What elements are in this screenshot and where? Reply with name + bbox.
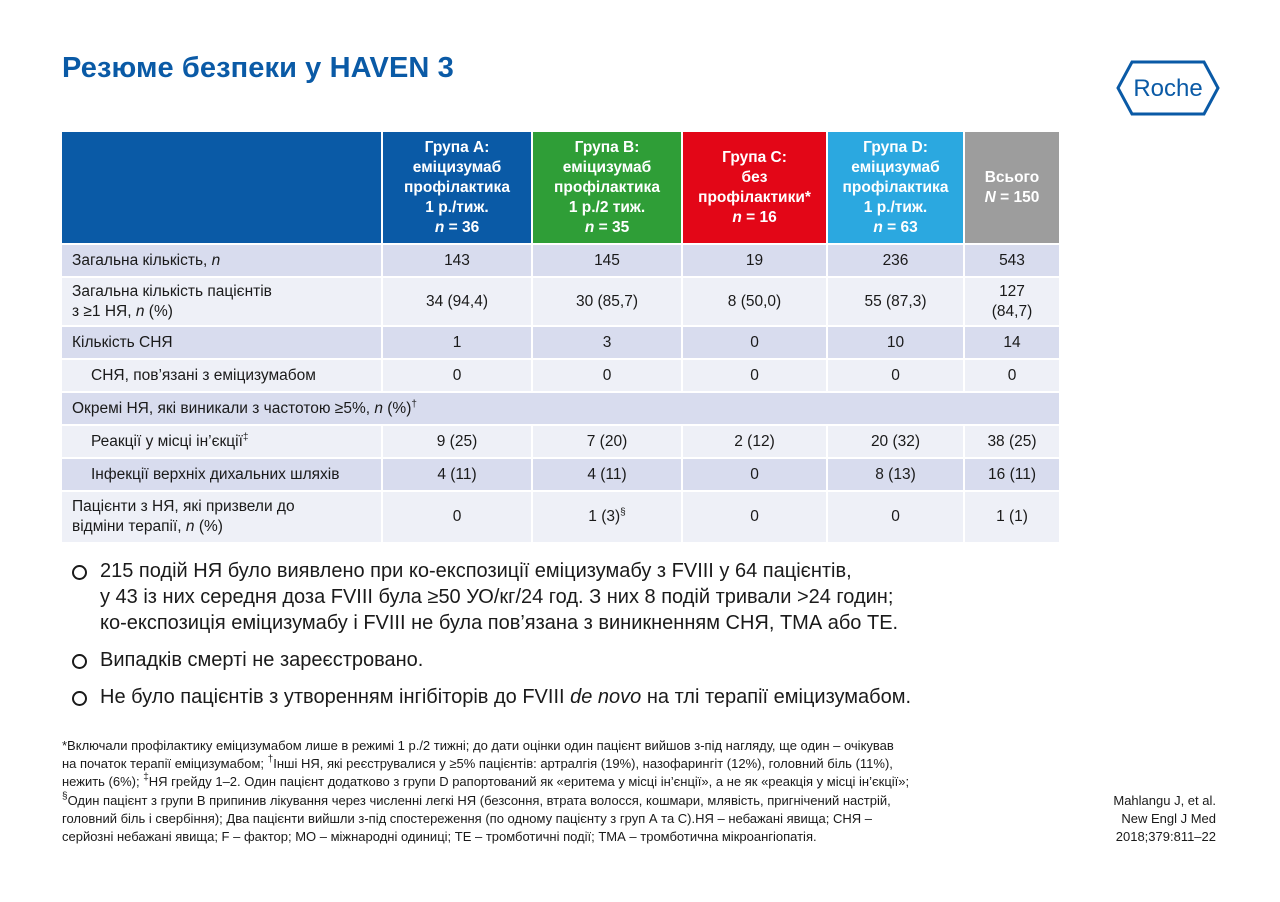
row-label: Інфекції верхніх дихальних шляхів <box>62 457 381 490</box>
cell-total: 1 (1) <box>963 490 1059 542</box>
cell-group-d: 55 (87,3) <box>826 276 963 325</box>
cell-group-a: 143 <box>381 243 531 276</box>
table-row <box>62 325 1059 358</box>
reference-citation: Mahlangu J, et al. New Engl J Med 2018;379:811–22 <box>1113 793 1216 845</box>
header-group-a: Група А: еміцизумаб профілактика 1 р./тиж. n = 36 <box>381 132 531 243</box>
cell-group-a: 0 <box>381 490 531 542</box>
bullet-circle-icon <box>72 654 87 669</box>
table-row <box>62 243 1059 276</box>
header-group-d: Група D: еміцизумаб профілактика 1 р./тиж. n = 63 <box>826 132 963 243</box>
safety-summary-table <box>62 132 1059 542</box>
cell-total: 127 (84,7) <box>963 276 1059 325</box>
cell-group-d: 0 <box>826 358 963 391</box>
cell-group-a: 34 (94,4) <box>381 276 531 325</box>
cell-group-d: 8 (13) <box>826 457 963 490</box>
logo-text: Roche <box>1133 75 1203 102</box>
table-header-row <box>62 132 1059 243</box>
cell-group-c: 0 <box>681 490 826 542</box>
cell-group-b: 1 (3)§ <box>531 490 681 542</box>
cell-group-c: 2 (12) <box>681 424 826 457</box>
cell-group-b: 0 <box>531 358 681 391</box>
list-item: Випадків смерті не зареєстровано. <box>72 647 1072 673</box>
cell-total: 543 <box>963 243 1059 276</box>
bullet-circle-icon <box>72 565 87 580</box>
cell-group-c: 0 <box>681 325 826 358</box>
page-title: Резюме безпеки у HAVEN 3 <box>62 52 454 84</box>
table-row <box>62 276 1059 325</box>
cell-total: 14 <box>963 325 1059 358</box>
bullet-circle-icon <box>72 691 87 706</box>
row-label: Пацієнти з НЯ, які призвели до відміни терапії, n (%) <box>62 490 381 542</box>
row-label: СНЯ, пов’язані з еміцизумабом <box>62 358 381 391</box>
cell-group-b: 145 <box>531 243 681 276</box>
list-item: 215 подій НЯ було виявлено при ко-експозиції еміцизумабу з FVIII у 64 пацієнтів, у 43 із них середня доза FVIII була ≥50 УО/кг/24 год. З них 8 подій тривали >24 годин; ко-експозиція еміцизумабу і FVIII не була пов’язана з виникненням СНЯ, ТМА або ТЕ. <box>72 558 1072 636</box>
cell-group-b: 30 (85,7) <box>531 276 681 325</box>
section-label: Окремі НЯ, які виникали з частотою ≥5%, n (%)† <box>62 391 1059 424</box>
roche-logo <box>1116 60 1220 116</box>
header-blank <box>62 132 381 243</box>
header-group-c: Група С: без профілактики* n = 16 <box>681 132 826 243</box>
cell-total: 0 <box>963 358 1059 391</box>
cell-total: 16 (11) <box>963 457 1059 490</box>
table-row <box>62 358 1059 391</box>
cell-group-d: 20 (32) <box>826 424 963 457</box>
cell-group-c: 0 <box>681 457 826 490</box>
list-item: Не було пацієнтів з утворенням інгібіторів до FVIII de novo на тлі терапії еміцизумабом. <box>72 684 1072 710</box>
row-label: Реакції у місці ін’єкції‡ <box>62 424 381 457</box>
cell-group-c: 19 <box>681 243 826 276</box>
key-points-list <box>72 558 1072 721</box>
row-label: Загальна кількість пацієнтів з ≥1 НЯ, n (%) <box>62 276 381 325</box>
cell-group-a: 4 (11) <box>381 457 531 490</box>
cell-group-b: 4 (11) <box>531 457 681 490</box>
footnotes: *Включали профілактику еміцизумабом лише в режимі 1 р./2 тижні; до дати оцінки один пацієнт вийшов з-під нагляду, ще один – очікував на початок терапії еміцизумабом; †Інші НЯ, які реєструвалися у ≥5% пацієнтів: артралгія (19%), назофарингіт (12%), головний біль (11%), нежить (6%); ‡НЯ грейду 1–2. Один пацієнт додатково з групи D рапортований як «еритема у місці ін’єнції», а не як «реакція у місці ін’єкції»; §Один пацієнт з групи В припинив лікування через численні легкі НЯ (безсоння, втрата волосся, кошмари, млявість, пригнічений настрій, головний біль і свербіння); Два пацієнти вийшли з-під спостереження (по одному пацієнту з груп А та С).НЯ – небажані явища; СНЯ – серйозні небажані явища; F – фактор; МО – міжнародні одиниці; ТЕ – тромботичні події; ТМА – тромботична мікроангіопатія. <box>62 738 910 845</box>
cell-group-d: 236 <box>826 243 963 276</box>
table-section-row <box>62 391 1059 424</box>
row-label: Загальна кількість, n <box>62 243 381 276</box>
table-row <box>62 490 1059 542</box>
cell-group-a: 1 <box>381 325 531 358</box>
cell-group-a: 0 <box>381 358 531 391</box>
cell-group-b: 3 <box>531 325 681 358</box>
cell-group-b: 7 (20) <box>531 424 681 457</box>
cell-group-d: 0 <box>826 490 963 542</box>
cell-group-a: 9 (25) <box>381 424 531 457</box>
cell-group-c: 0 <box>681 358 826 391</box>
header-total: Всього N = 150 <box>963 132 1059 243</box>
header-group-b: Група В: еміцизумаб профілактика 1 р./2 тиж. n = 35 <box>531 132 681 243</box>
cell-group-d: 10 <box>826 325 963 358</box>
cell-group-c: 8 (50,0) <box>681 276 826 325</box>
cell-total: 38 (25) <box>963 424 1059 457</box>
row-label: Кількість СНЯ <box>62 325 381 358</box>
table-row <box>62 457 1059 490</box>
table-row <box>62 424 1059 457</box>
